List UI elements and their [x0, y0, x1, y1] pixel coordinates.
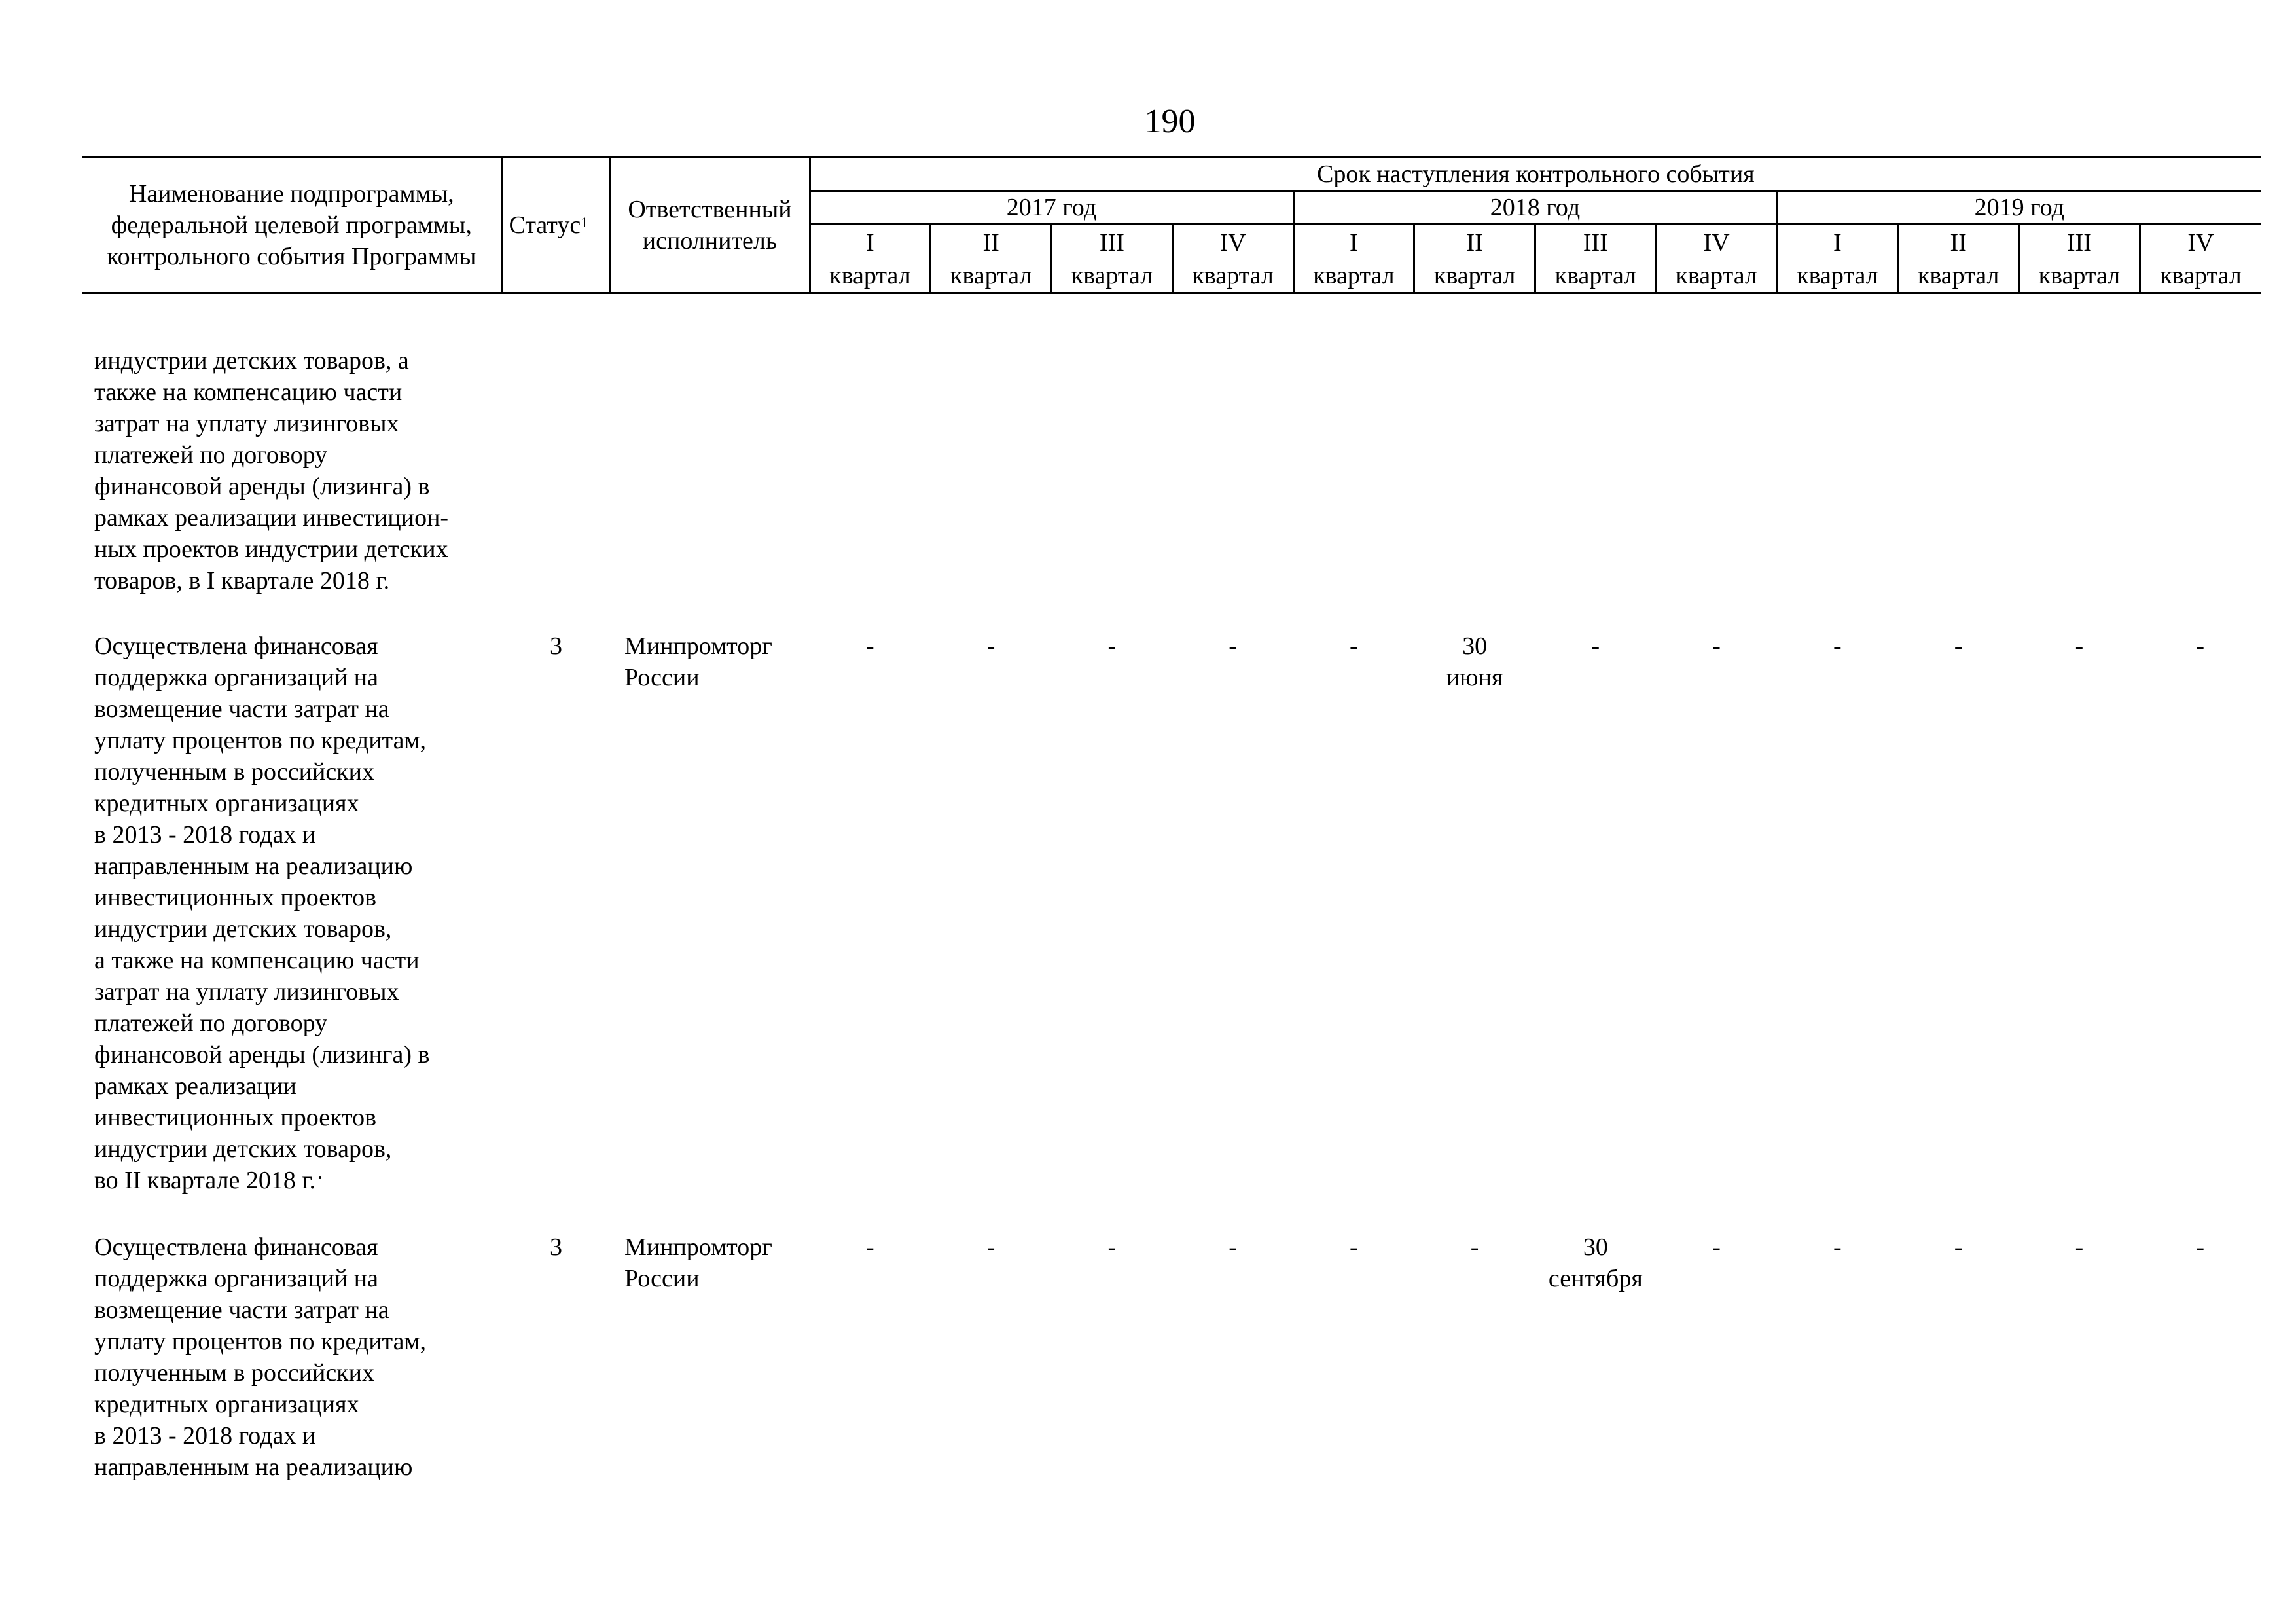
quarter-cell-10 — [1898, 293, 2019, 631]
quarter-cell-1: - — [866, 1233, 874, 1261]
quarter-numeral: I — [1350, 229, 1358, 257]
quarter-cell-7 — [1535, 293, 1657, 631]
quarter-header-12 — [2140, 225, 2261, 293]
quarter-cell-6: 30 июня — [1446, 632, 1503, 691]
scan-speck — [319, 1176, 321, 1179]
quarter-cell-8: - — [1712, 1233, 1721, 1261]
quarter-numeral: I — [866, 229, 874, 257]
quarter-word: квартал — [1433, 262, 1516, 289]
executor-cell: Минпромторг России — [624, 632, 772, 691]
quarter-cell-9: - — [1833, 632, 1842, 660]
event-name-cell: индустрии детских товаров, а также на компенсацию части затрат на уплату лизинговых платежей по договору финансовой аренды (лизинга) в рамках реализации инвестицион- ных проектов индустрии детских товаров, в I квартале 2018 г. — [94, 347, 449, 594]
status-cell — [501, 293, 610, 631]
quarter-word: квартал — [1554, 262, 1637, 289]
table-header — [82, 158, 2261, 293]
year-header-2018: 2018 год — [1293, 191, 1777, 225]
quarter-header-7 — [1535, 225, 1657, 293]
quarter-cell-5: - — [1350, 1233, 1358, 1261]
quarter-word: квартал — [1071, 262, 1153, 289]
quarter-cell-11: - — [2075, 1233, 2084, 1261]
executor-cell — [610, 293, 810, 631]
table-row — [82, 1231, 2261, 1518]
quarter-cell-10: - — [1954, 632, 1963, 660]
quarter-header-5 — [1293, 225, 1414, 293]
executor-column-header: Ответственный исполнитель — [610, 158, 810, 293]
quarter-cell-12: - — [2196, 632, 2205, 660]
quarter-cell-3: - — [1107, 1233, 1117, 1261]
quarter-header-9 — [1777, 225, 1898, 293]
quarter-cell-3 — [1052, 293, 1173, 631]
quarter-cell-11: - — [2075, 632, 2084, 660]
status-header-label: Статус — [509, 211, 581, 239]
quarter-cell-4: - — [1229, 1233, 1237, 1261]
page-number: 190 — [1144, 103, 1196, 140]
quarter-cell-2 — [931, 293, 1052, 631]
deadline-group-header: Срок наступления контрольного события — [810, 158, 2261, 191]
name-column-header: Наименование подпрограммы, федеральной целевой программы, контрольного события Программы — [82, 158, 501, 293]
quarter-word: квартал — [1917, 262, 2000, 289]
year-header-2019: 2019 год — [1777, 191, 2261, 225]
quarter-header-6 — [1414, 225, 1535, 293]
table-body — [82, 293, 2261, 1519]
quarter-header-8 — [1656, 225, 1777, 293]
event-name-cell: Осуществлена финансовая поддержка организаций на возмещение части затрат на уплату процентов по кредитам, полученным в российских кредитных организациях в 2013 - 2018 годах и направленным на реализацию инвестиционных проектов индустрии детских товаров, а также на компенсацию части затрат на уплату лизинговых платежей по договору финансовой аренды (лизинга) в рамках реализации инвестиционных проектов индустрии детских товаров, во II квартале 2018 г. — [94, 632, 430, 1194]
quarter-cell-1 — [810, 293, 931, 631]
quarter-word: квартал — [1676, 262, 1757, 289]
event-name-cell: Осуществлена финансовая поддержка организаций на возмещение части затрат на уплату процентов по кредитам, полученным в российских кредитных организациях в 2013 - 2018 годах и направленным на реализацию — [94, 1233, 427, 1481]
quarter-word: квартал — [1313, 262, 1395, 289]
quarter-numeral: IV — [1703, 229, 1730, 257]
quarter-numeral: III — [1099, 229, 1124, 257]
status-cell: 3 — [550, 632, 562, 660]
quarter-cell-5 — [1293, 293, 1414, 631]
quarter-cell-6 — [1414, 293, 1535, 631]
control-events-table — [82, 156, 2261, 1518]
executor-cell: Минпромторг России — [624, 1233, 772, 1292]
quarter-word: квартал — [829, 262, 911, 289]
quarter-numeral: IV — [1219, 229, 1246, 257]
quarter-cell-6: - — [1470, 1233, 1479, 1261]
quarter-cell-4 — [1172, 293, 1293, 631]
quarter-numeral: IV — [2187, 229, 2214, 257]
year-header-2017: 2017 год — [810, 191, 1293, 225]
quarter-numeral: II — [1466, 229, 1483, 257]
quarter-cell-8 — [1656, 293, 1777, 631]
quarter-word: квартал — [1192, 262, 1274, 289]
quarter-header-2 — [931, 225, 1052, 293]
quarter-cell-7: 30 сентября — [1548, 1233, 1643, 1292]
quarter-cell-10: - — [1954, 1233, 1963, 1261]
status-footnote-mark: 1 — [581, 214, 588, 230]
quarter-numeral: III — [2066, 229, 2092, 257]
quarter-numeral: III — [1583, 229, 1608, 257]
quarter-header-4 — [1172, 225, 1293, 293]
quarter-numeral: II — [982, 229, 999, 257]
quarter-header-10 — [1898, 225, 2019, 293]
quarter-word: квартал — [950, 262, 1032, 289]
quarter-header-3 — [1052, 225, 1173, 293]
quarter-cell-1: - — [866, 632, 874, 660]
quarter-word: квартал — [1797, 262, 1878, 289]
quarter-header-1 — [810, 225, 931, 293]
status-column-header — [501, 158, 610, 293]
quarter-word: квартал — [2160, 262, 2242, 289]
quarter-cell-12 — [2140, 293, 2261, 631]
quarter-cell-9: - — [1833, 1233, 1842, 1261]
quarter-cell-7: - — [1591, 632, 1600, 660]
quarter-word: квартал — [2038, 262, 2121, 289]
quarter-numeral: II — [1950, 229, 1967, 257]
quarter-cell-5: - — [1350, 632, 1358, 660]
table-row — [82, 293, 2261, 631]
quarter-cell-9 — [1777, 293, 1898, 631]
table-row — [82, 630, 2261, 1231]
quarter-cell-2: - — [986, 632, 996, 660]
quarter-cell-3: - — [1107, 632, 1117, 660]
quarter-cell-12: - — [2196, 1233, 2205, 1261]
quarter-cell-11 — [2019, 293, 2140, 631]
status-cell: 3 — [550, 1233, 562, 1261]
quarter-cell-4: - — [1229, 632, 1237, 660]
quarter-cell-2: - — [986, 1233, 996, 1261]
quarter-header-11 — [2019, 225, 2140, 293]
quarter-numeral: I — [1833, 229, 1842, 257]
quarter-cell-8: - — [1712, 632, 1721, 660]
